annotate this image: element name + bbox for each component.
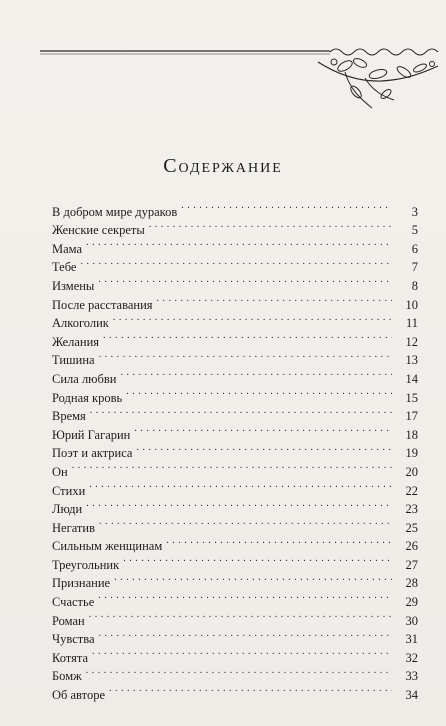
toc-dot-leader	[181, 197, 392, 216]
toc-dot-leader	[157, 290, 392, 309]
toc-entry-page-number: 8	[411, 278, 418, 293]
toc-entry-title: Треугольник	[52, 557, 120, 572]
toc-entry-page-number: 22	[405, 483, 418, 498]
toc-entry	[52, 662, 418, 684]
toc-entry-title: Чувства	[52, 632, 95, 647]
toc-entry-page-number: 29	[405, 595, 418, 610]
toc-dot-leader	[72, 457, 392, 476]
toc-entry-page-number: 27	[405, 557, 418, 572]
toc-entry	[52, 402, 418, 424]
toc-dot-leader	[113, 309, 392, 328]
toc-entry-page-number: 13	[405, 353, 418, 368]
toc-entry-title: Люди	[52, 502, 83, 517]
toc-entry	[52, 346, 418, 368]
toc-entry-page-number: 7	[411, 260, 418, 275]
toc-entry-title: Сила любви	[52, 371, 117, 386]
toc-dot-leader	[123, 550, 392, 569]
toc-entry-title: Бомж	[52, 669, 82, 684]
toc-entry	[52, 587, 418, 610]
toc-entry-page-number: 12	[405, 334, 418, 349]
toc-entry	[52, 476, 418, 498]
toc-entry-page-number: 28	[405, 576, 418, 591]
toc-entry-title: Стихи	[52, 483, 86, 498]
toc-entry	[52, 495, 418, 517]
toc-entry	[52, 290, 418, 312]
toc-dot-leader	[99, 625, 393, 644]
toc-entry	[52, 364, 418, 386]
floral-ornament-icon	[0, 0, 446, 110]
toc-entry	[52, 625, 418, 647]
toc-dot-leader	[120, 364, 392, 383]
toc-entry	[52, 253, 418, 275]
toc-entry	[52, 420, 418, 442]
toc-entry	[52, 457, 418, 479]
toc-entry-page-number: 20	[405, 464, 418, 479]
toc-entry-title: Счастье	[52, 595, 95, 610]
toc-dot-leader	[136, 439, 392, 458]
toc-entry	[52, 513, 418, 535]
toc-dot-leader	[86, 495, 392, 514]
toc-entry-title: Тебе	[52, 260, 77, 275]
toc-entry-page-number: 19	[405, 446, 418, 461]
toc-dot-leader	[99, 346, 392, 365]
toc-entry-page-number: 33	[405, 669, 418, 684]
toc-entry-page-number: 18	[405, 427, 418, 442]
toc-entry	[52, 643, 418, 665]
toc-dot-leader	[99, 513, 392, 532]
toc-dot-leader	[86, 234, 392, 253]
toc-entry-page-number: 14	[405, 371, 418, 386]
toc-dot-leader	[149, 216, 392, 235]
toc-dot-leader	[98, 587, 392, 606]
toc-entry-page-number: 3	[411, 204, 418, 219]
toc-entry-page-number: 6	[411, 241, 418, 256]
toc-dot-leader	[103, 327, 392, 346]
toc-entry-title: Признание	[52, 576, 111, 591]
toc-entry	[52, 271, 418, 293]
toc-entry-page-number: 30	[405, 613, 418, 628]
toc-entry	[52, 234, 418, 256]
toc-entry-title: Мама	[52, 241, 83, 256]
toc-entry-page-number: 25	[405, 520, 418, 535]
toc-dot-leader	[92, 643, 392, 662]
toc-entry-title: Роман	[52, 613, 85, 628]
toc-entry	[52, 197, 418, 219]
toc-entry-title: Тишина	[52, 353, 95, 368]
toc-entry	[52, 532, 418, 554]
page-title: Содержание	[163, 155, 283, 178]
toc-dot-leader	[109, 680, 392, 699]
toc-entry	[52, 606, 418, 628]
toc-entry-page-number: 11	[405, 316, 418, 331]
toc-dot-leader	[86, 662, 392, 681]
toc-dot-leader	[89, 606, 392, 625]
toc-entry-title: Котята	[52, 650, 89, 665]
toc-dot-leader	[98, 271, 392, 290]
toc-dot-leader	[126, 383, 392, 402]
toc-entry-title: Юрий Гагарин	[52, 427, 131, 442]
toc-dot-leader	[90, 402, 392, 421]
toc-dot-leader	[114, 569, 392, 588]
toc-entry-title: В добром мире дураков	[52, 204, 178, 219]
toc-entry-page-number: 10	[405, 297, 418, 312]
toc-entry-title: Женские секреты	[52, 223, 145, 238]
toc-entry-title: Сильным женщинам	[52, 539, 163, 554]
toc-entry-title: Время	[52, 409, 86, 424]
toc-dot-leader	[80, 253, 392, 272]
toc-entry-title: Негатив	[52, 520, 95, 535]
toc-dot-leader	[166, 532, 392, 551]
toc-entry-title: Родная кровь	[52, 390, 123, 405]
toc-entry-title: Измены	[52, 278, 95, 293]
toc-entry-title: После расставания	[52, 297, 153, 312]
toc-entry-page-number: 34	[405, 688, 418, 703]
toc-entry-page-number: 5	[411, 223, 418, 238]
toc-entry	[52, 680, 418, 703]
toc-entry	[52, 327, 418, 349]
toc-entry-page-number: 26	[405, 539, 418, 554]
toc-entry-title: Об авторе	[52, 688, 105, 703]
toc-entry-page-number: 31	[405, 632, 418, 647]
table-of-contents	[52, 197, 418, 703]
toc-entry-title: Он	[52, 464, 68, 479]
toc-entry-page-number: 17	[405, 409, 418, 424]
toc-dot-leader	[134, 420, 392, 439]
toc-entry-page-number: 32	[405, 650, 418, 665]
toc-entry-title: Поэт и актриса	[52, 446, 133, 461]
toc-entry-page-number: 23	[405, 502, 418, 517]
toc-entry-page-number: 15	[405, 390, 418, 405]
toc-entry-title: Алкоголик	[52, 316, 109, 331]
toc-dot-leader	[89, 476, 392, 495]
toc-entry-title: Желания	[52, 334, 100, 349]
